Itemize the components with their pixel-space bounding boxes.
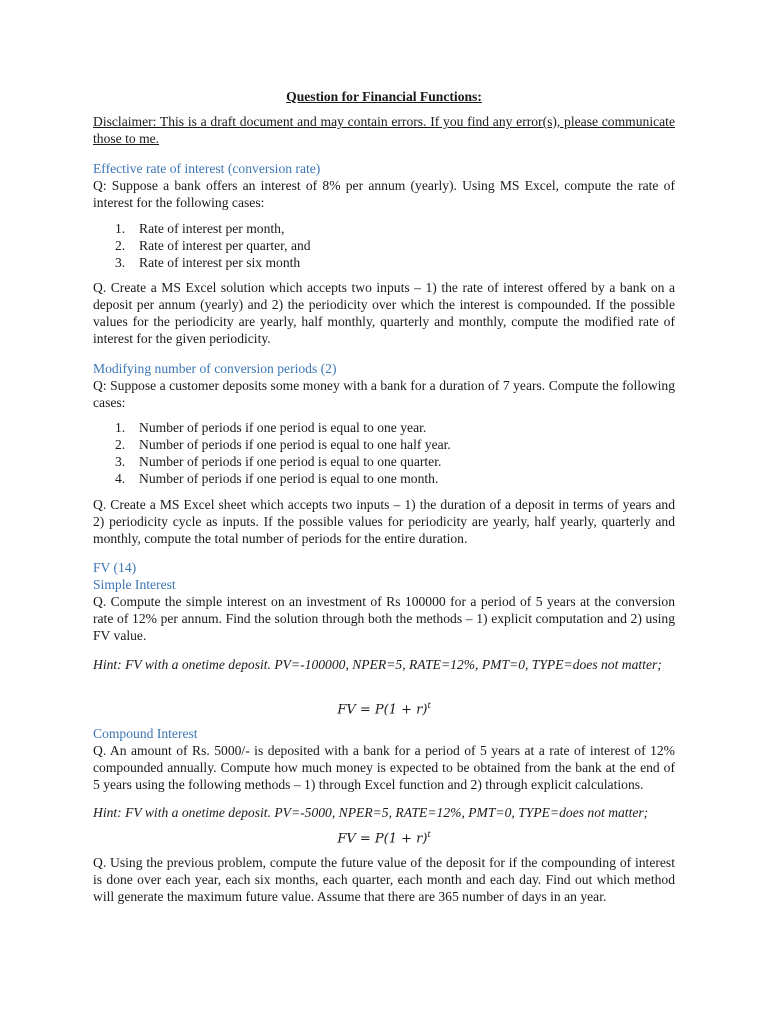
- conversion-periods-list: [93, 419, 675, 487]
- question-text: Q. Create a MS Excel sheet which accepts two inputs – 1) the duration of a deposit in terms of years and 2) periodicity cycle as inputs. If the possible values for periodicity are yearly, half yearly, quarterly and monthly, compute the total number of periods for the entire duration.: [93, 497, 675, 546]
- title-block: [93, 88, 675, 105]
- compound-interest-hint: [93, 804, 675, 821]
- simple-interest-hint: [93, 656, 675, 673]
- subsection-heading-simple-interest: Simple Interest: [93, 577, 176, 592]
- section-fv: [93, 559, 675, 644]
- formula: FV = $P(1 + r)^t$: [337, 830, 431, 847]
- formula: FV = $P(1 + r)^t$: [337, 701, 431, 718]
- numbered-list: [93, 220, 675, 271]
- list-item: 2. Number of periods if one period is equal to one half year.: [115, 437, 451, 452]
- list-item: 1. Number of periods if one period is equal to one year.: [115, 420, 427, 435]
- section-conversion-periods: [93, 360, 675, 411]
- section-heading-fv: FV (14): [93, 560, 137, 575]
- question-text: Q: Suppose a customer deposits some money with a bank for a duration of 7 years. Compute the following cases:: [93, 378, 675, 410]
- conversion-periods-q2: [93, 496, 675, 547]
- effective-rate-list: [93, 220, 675, 271]
- hint-text: Hint: FV with a onetime deposit. PV=-5000, NPER=5, RATE=12%, PMT=0, TYPE=does not matter;: [93, 805, 649, 820]
- question-text: Q. Using the previous problem, compute the future value of the deposit for if the compounding of interest is done over each year, each six months, each quarter, each month and each day. Find out which method will generate the maximum future value. Assume that there are 365 number of days in an year.: [93, 855, 675, 904]
- list-item: 1. Rate of interest per month,: [115, 221, 285, 236]
- disclaimer-block: [93, 113, 675, 147]
- question-text: Q. An amount of Rs. 5000/- is deposited with a bank for a period of 5 years at a rate of interest of 12% compounded annually. Compute how much money is expected to be obtained from the bank at the end of 5 years using the following methods – 1) through Excel function and 2) through explicit calculations.: [93, 743, 675, 792]
- compound-interest-formula: [93, 826, 675, 847]
- section-compound-interest: [93, 725, 675, 793]
- list-item: 2. Rate of interest per quarter, and: [115, 238, 311, 253]
- list-item: 3. Rate of interest per six month: [115, 255, 301, 270]
- section-heading-effective-rate: Effective rate of interest (conversion rate): [93, 161, 321, 176]
- compound-interest-q2: [93, 854, 675, 905]
- numbered-list: [93, 419, 675, 487]
- subsection-heading-compound-interest: Compound Interest: [93, 726, 198, 741]
- list-item: 4. Number of periods if one period is equal to one month.: [115, 471, 439, 486]
- list-item: 3. Number of periods if one period is equal to one quarter.: [115, 454, 442, 469]
- question-text: Q. Compute the simple interest on an investment of Rs 100000 for a period of 5 years at the conversion rate of 12% per annum. Find the solution through both the methods – 1) explicit computation and 2) using FV value.: [93, 594, 675, 643]
- question-text: Q: Suppose a bank offers an interest of 8% per annum (yearly). Using MS Excel, compute the rate of interest for the following cases:: [93, 178, 675, 210]
- disclaimer: Disclaimer: This is a draft document and may contain errors. If you find any error(s), please communicate those to me.: [93, 114, 675, 146]
- section-effective-rate: [93, 160, 675, 211]
- page-title: Question for Financial Functions:: [286, 89, 482, 104]
- question-text: Q. Create a MS Excel solution which accepts two inputs – 1) the rate of interest offered by a bank on a deposit per annum (yearly) and 2) the periodicity over which the interest is compounded. If the possible values for the periodicity are yearly, half monthly, quarterly and monthly, compute the modified rate of interest for the given periodicity.: [93, 280, 675, 346]
- section-heading-conversion-periods: Modifying number of conversion periods (2): [93, 361, 337, 376]
- simple-interest-formula: [93, 697, 675, 718]
- effective-rate-q2: [93, 279, 675, 347]
- hint-text: Hint: FV with a onetime deposit. PV=-100000, NPER=5, RATE=12%, PMT=0, TYPE=does not matter;: [93, 657, 662, 672]
